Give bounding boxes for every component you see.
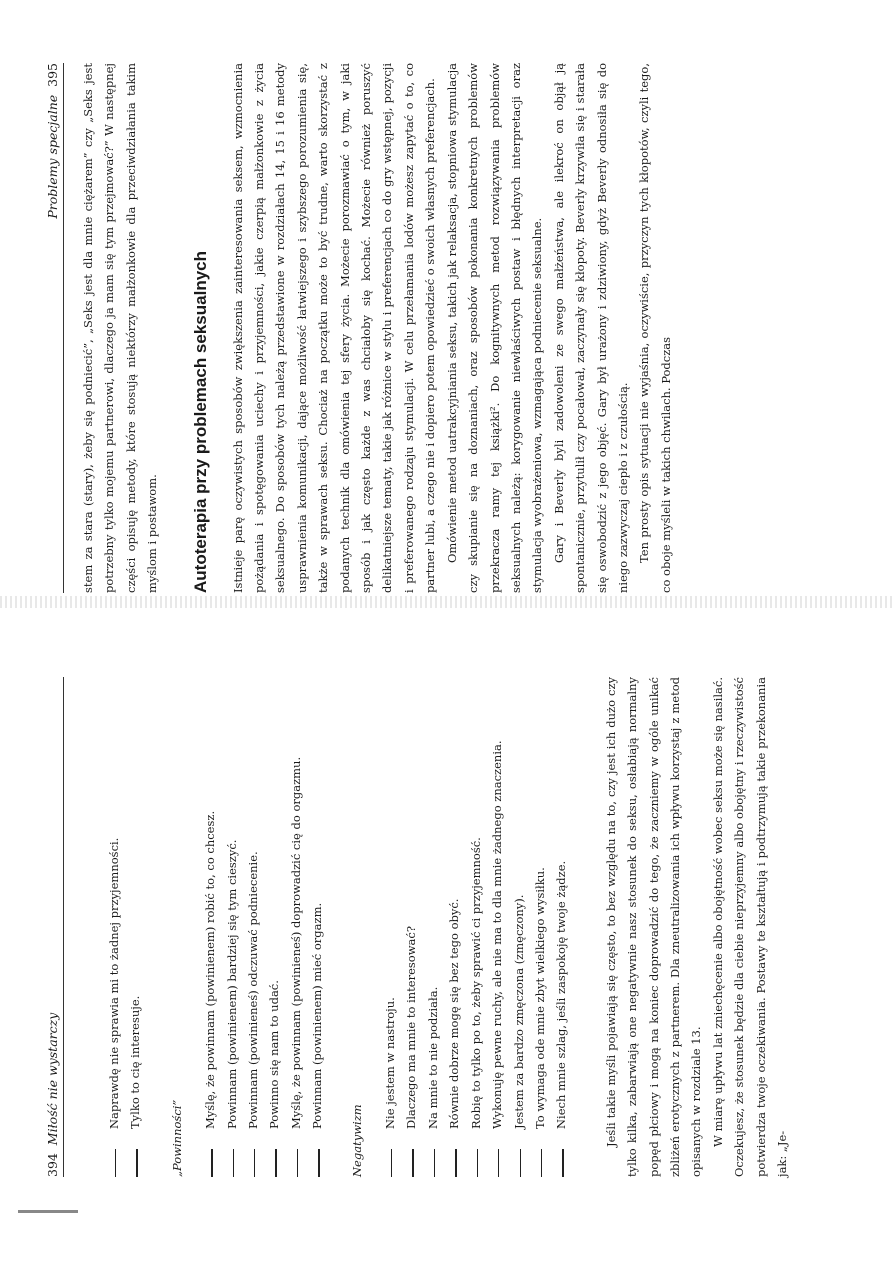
body-paragraph: W miarę upływu lat zniechęcenie albo obojętność wobec seksu może się nasilać. Oczekujesz, że stosunek będzie dla ciebie nieprzyjemny albo obojętny i rzeczywistość potwierdza twoje oczekiwania. Postawy te kształtują i podtrzymują takie przekonania jak: „Je- — [710, 677, 789, 1177]
right-page — [0, 23, 893, 623]
list-item: To wymaga ode mnie zbyt wielkiego wysiłku. — [530, 677, 551, 1177]
scan-gutter-artifact — [0, 596, 893, 608]
page-number: 394 — [45, 1153, 60, 1177]
body-paragraph: stem za stara (stary), żeby się podniecić”, „Seks jest dla mnie ciężarem” czy „Seks jest potrzebny tylko mojemu partnerowi, dlaczego ja mam się tym przejmować?” W następnej części opisuję metody, które stosują niektórzy małżonkowie dla przeciwdziałania takim myślom i postawom. — [81, 63, 160, 593]
list-item: Myślę, że powinnam (powinieneś) doprowadzić cię do orgazmu. — [286, 677, 307, 1177]
list-item: Naprawdę nie sprawia mi to żadnej przyjemności. — [104, 677, 125, 1177]
body-paragraph: Jeśli takie myśli pojawiają się często, to bez względu na to, czy jest ich dużo czy tylko kilka, zabarwiają one negatywnie nasz stosunek do seksu, osłabiają normalny popęd płciowy i mogą na koniec doprowadzić do tego, że zaczniemy w ogóle unikać zbliżeń erotycznych z partnerem. Dla zneutralizowania ich wpływu korzystaj z metod opisanych w rozdziale 13. — [603, 677, 704, 1177]
list-item: Wykonuję pewne ruchy, ale nie ma to dla mnie żadnego znaczenia. — [487, 677, 508, 1177]
section-label-negatywizm: Negatywizm — [349, 1104, 364, 1177]
header-rule — [63, 63, 64, 593]
body-paragraph: Omówienie metod uatrakcyjniania seksu, takich jak relaksacja, stopniowa stymulacja czy skupianie się na doznaniach, oraz sposobów pokonania konkretnych problemów przekracza ramy tej książki². Do kognitywnych metod rozwiązywania problemów seksualnych należą: korygowanie niewłaściwych postaw i błędnych interpretacji oraz stymulacja wyobrażeniowa, wzmagająca podniecenie seksualne. — [444, 63, 545, 593]
list-item: Nie jestem w nastroju. — [380, 677, 401, 1177]
page-number: 395 — [45, 63, 60, 87]
list-item: Dlaczego ma mnie to interesować? — [401, 677, 422, 1177]
list-item: Niech mnie szlag, jeśli zaspokoję twoje żądze. — [551, 677, 572, 1177]
running-title: Miłość nie wystarczy — [45, 1012, 60, 1146]
body-paragraph: Ten prosty opis sytuacji nie wyjaśnia, oczywiście, przyczyn tych kłopotów, czyli tego, co oboje myśleli w takich chwilach. Podczas — [637, 63, 673, 593]
scan-edge-mark — [18, 1210, 78, 1213]
running-title: Problemy specjalne — [45, 94, 60, 219]
section-heading: Autoterapia przy problemach seksualnych — [190, 251, 210, 593]
body-paragraph: Istnieje parę oczywistych sposobów zwiększenia zainteresowania seksem, wzmocnienia pożądania i spotęgowania uciechy i przyjemności, jakie czerpią małżonkowie z życia seksualnego. Do sposobów tych należą przedstawione w rozdziałach 14, 15 i 16 metody usprawnienia komunikacji, dające możliwość łatwiejszego i szybszego porozumienia się, także w sprawach seksu. Chociaż na początku może to być trudne, warto skorzystać z podanych technik dla omówienia tej sfery życia. Możecie porozmawiać o tym, w jaki sposób i jak często każde z was chciałoby się kochać. Możecie również poruszyć delikatniejsze tematy, takie jak różnice w stylu i preferencjach co do gry wstępnej, pozycji i preferowanego rodzaju stymulacji. W celu przełamania lodów możesz zapytać o to, co partner lubi, a czego nie i dopiero potem opowiedzieć o swoich własnych preferencjach. — [230, 63, 438, 593]
list-item: Powinnam (powinienem) bardziej się tym cieszyć. — [222, 677, 243, 1177]
list-item: Robię to tylko po to, żeby sprawić ci przyjemność. — [466, 677, 487, 1177]
list-item: Równie dobrze mogę się bez tego obyć. — [444, 677, 465, 1177]
list-item: Na mnie to nie podziała. — [423, 677, 444, 1177]
list-item: Jestem za bardzo zmęczona (zmęczony). — [509, 677, 530, 1177]
body-paragraph: Gary i Beverly byli zadowoleni ze swego małżeństwa, ale ilekroć on objął ją spontanicznie, przytulił czy pocałował, zaczynały się kłopoty. Beverly krzywiła się i starała się oswobodzić z jego objęć. Gary był urażony i zdziwiony, gdyż Beverly odnosiła się do niego zazwyczaj ciepło i z czułością. — [551, 63, 630, 593]
header-rule — [63, 677, 64, 1177]
running-head-left — [42, 1013, 63, 1177]
list-item: Tylko to cię interesuje. — [125, 677, 146, 1177]
list-item: Powinnam (powinienem) mieć orgazm. — [307, 677, 328, 1177]
running-head-right — [42, 63, 63, 219]
section-label-powinnosci: „Powinności” — [169, 1099, 184, 1177]
list-item: Powinno się nam to udać. — [264, 677, 285, 1177]
list-item: Powinnam (powinieneś) odczuwać podniecenie. — [243, 677, 264, 1177]
list-item: Myślę, że powinnam (powinienem) robić to, co chcesz. — [200, 677, 221, 1177]
left-page — [0, 643, 893, 1233]
